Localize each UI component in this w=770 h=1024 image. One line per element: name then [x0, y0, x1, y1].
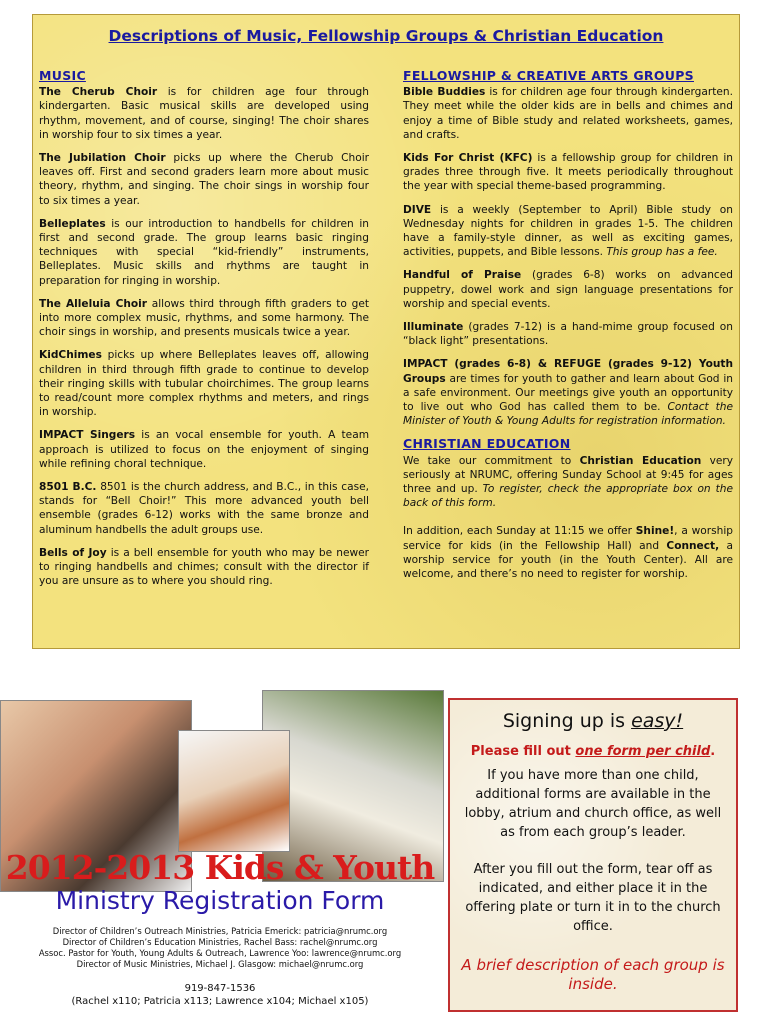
music-item [39, 217, 369, 288]
contact-line: Director of Music Ministries, Michael J. Glasgow: michael@nrumc.org [76, 959, 364, 969]
signup-title: Signing up is easy! [502, 710, 684, 732]
music-item-text: 8501 is the church address, and B.C., in this case, stands for “Bell Choir!” This more advanced youth bell ensemble (grades 6-12) works with the same bronze and aluminum handbells the adult groups use. [39, 481, 369, 536]
page-title: Descriptions of Music, Fellowship Groups & Christian Education [108, 27, 664, 45]
fellowship-item-name: IMPACT (grades 6-8) & REFUGE (grades 9-12) Youth Groups [403, 358, 733, 385]
music-item-name: KidChimes [39, 349, 102, 362]
contacts-block [0, 926, 440, 970]
fellowship-heading: FELLOWSHIP & CREATIVE ARTS GROUPS [403, 68, 694, 83]
music-item-name: Belleplates [39, 217, 106, 230]
phone-block [0, 982, 440, 1008]
music-item-name: The Alleluia Choir [39, 297, 148, 310]
music-item-name: The Cherub Choir [39, 86, 158, 99]
contact-line: Assoc. Pastor for Youth, Young Adults & Outreach, Lawrence Yoo: lawrence@nrumc.org [38, 948, 402, 958]
fellowship-item-text: is a weekly (September to April) Bible study on Wednesday nights for children in grades 1-5. The children have a family-style dinner, as well as exciting games, activities, puppets, and Bible lessons. [403, 203, 733, 259]
fellowship-item-name: Handful of Praise [403, 269, 522, 282]
fellowship-item [403, 357, 733, 428]
music-item [39, 480, 369, 537]
fellowship-item-name: Illuminate [403, 321, 464, 334]
christian-education-paragraph-1: We take our commitment to Christian Education very seriously at NRUMC, offering Sunday School at 9:45 for ages three and up. To register, check the appropriate box on the back of this form. [403, 454, 734, 510]
music-item [39, 428, 369, 471]
fellowship-item-note: Contact the Minister of Youth & Young Adults for registration information. [403, 401, 733, 428]
music-item-name: Bells of Joy [39, 546, 107, 559]
music-list [39, 85, 369, 588]
fellowship-item-text: (grades 6-8) works on advanced puppetry, dowel work and sign language presentations for worship and special events. [403, 269, 733, 310]
fellowship-item-text: (grades 7-12) is a hand-mime group focused on “black light” presentations. [403, 321, 733, 348]
music-item [39, 348, 369, 419]
fellowship-item-text: is for children age four through kindergarten. They meet while the older kids are in bells and chimes and enjoy a time of Bible study and related worksheets, games, and crafts. [403, 86, 733, 141]
music-item-name: 8501 B.C. [39, 481, 97, 494]
music-item [39, 151, 369, 208]
fellowship-item-name: Kids For Christ (KFC) [403, 152, 533, 165]
fellowship-item [403, 151, 733, 194]
music-item-text: is our introduction to handbells for children in first and second grade. The group learns basic ringing techniques with special “kid-friendly” instruments, Belleplates. Music skills and rhythms are taught in preparation for ringing in worship. [39, 217, 369, 287]
music-item [39, 85, 369, 142]
music-item [39, 297, 369, 340]
fellowship-item [403, 320, 733, 348]
music-heading: MUSIC [39, 68, 86, 83]
phone-number: 919-847-1536 [184, 983, 256, 994]
fellowship-list [403, 85, 733, 428]
music-item-text: is an vocal ensemble for youth. A team approach is utilized to focus on the enjoyment of singing while refining choral technique. [39, 429, 370, 470]
registration-title: 2012-2013 Kids & Youth [5, 848, 435, 887]
music-item-name: The Jubilation Choir [39, 152, 166, 165]
registration-subtitle: Ministry Registration Form [55, 886, 385, 915]
christian-education-paragraph-2: In addition, each Sunday at 11:15 we offer Shine!, a worship service for kids (in the Fellowship Hall) and Connect, a worship service for youth (in the Youth Center). All are welcome, and there’s no need to register for worship. [403, 525, 733, 581]
fellowship-item-text: are times for youth to gather and learn about God in a safe environment. Our meetings give youth an opportunity to live out who God has called them to be. [403, 372, 733, 414]
music-item-text: is a bell ensemble for youth who may be newer to ringing handbells and chimes; consult with the director if you are unsure as to where you should ring. [39, 546, 369, 588]
music-item-text: picks up where the Cherub Choir leaves off. First and second graders learn more about music theory, rhythm, and singing. The choir sings in worship four to six times a year. [39, 152, 369, 207]
music-column [39, 69, 369, 598]
fellowship-column [403, 69, 733, 590]
fellowship-item-name: DIVE [403, 203, 432, 216]
music-item-name: IMPACT Singers [39, 429, 136, 442]
christian-education-heading: CHRISTIAN EDUCATION [403, 436, 571, 452]
descriptions-panel [32, 14, 740, 649]
signup-paragraph-1: If you have more than one child, additional forms are available in the lobby, atrium and church office, as well as from each group’s leader. [464, 768, 722, 840]
fellowship-item-text: is a fellowship group for children in grades three through five. It meets periodically throughout the year with special theme-based programming. [403, 152, 733, 193]
contact-line: Director of Children’s Outreach Ministries, Patricia Emerick: patricia@nrumc.org [52, 926, 388, 936]
fellowship-item-name: Bible Buddies [403, 86, 486, 99]
signup-box [448, 698, 738, 1012]
fellowship-item [403, 268, 733, 311]
signup-closing: A brief description of each group is inside. [461, 956, 725, 993]
fellowship-item [403, 203, 733, 260]
signup-instruction: Please fill out one form per child. [470, 744, 716, 759]
music-item-text: is for children age four through kindergarten. Basic musical skills are developed using rhythm, movement, and of course, singing! The choir shares in worship four to six times a year. [39, 86, 369, 141]
toddler-with-headphones-photo [178, 730, 290, 852]
music-item [39, 546, 369, 589]
signup-paragraph-2: After you fill out the form, tear off as indicated, and either place it in the offering plate or turn it in to the church office. [465, 862, 721, 934]
contact-line: Director of Children’s Education Ministries, Rachel Bass: rachel@nrumc.org [62, 937, 378, 947]
music-item-text: picks up where Belleplates leaves off, allowing children in third through fifth grade to continue to develop their ringing skills with tubular choirchimes. The group learns to read/count more complex rhythms and meters, and rings in worship. [39, 349, 369, 419]
phone-extensions: (Rachel x110; Patricia x113; Lawrence x104; Michael x105) [71, 996, 369, 1007]
fellowship-item [403, 85, 733, 142]
fellowship-item-note: This group has a fee. [606, 246, 718, 259]
music-item-text: allows third through fifth graders to get into more complex music, rhythms, and some harmony. The choir sings in worship, and presents musicals twice a year. [39, 297, 369, 339]
